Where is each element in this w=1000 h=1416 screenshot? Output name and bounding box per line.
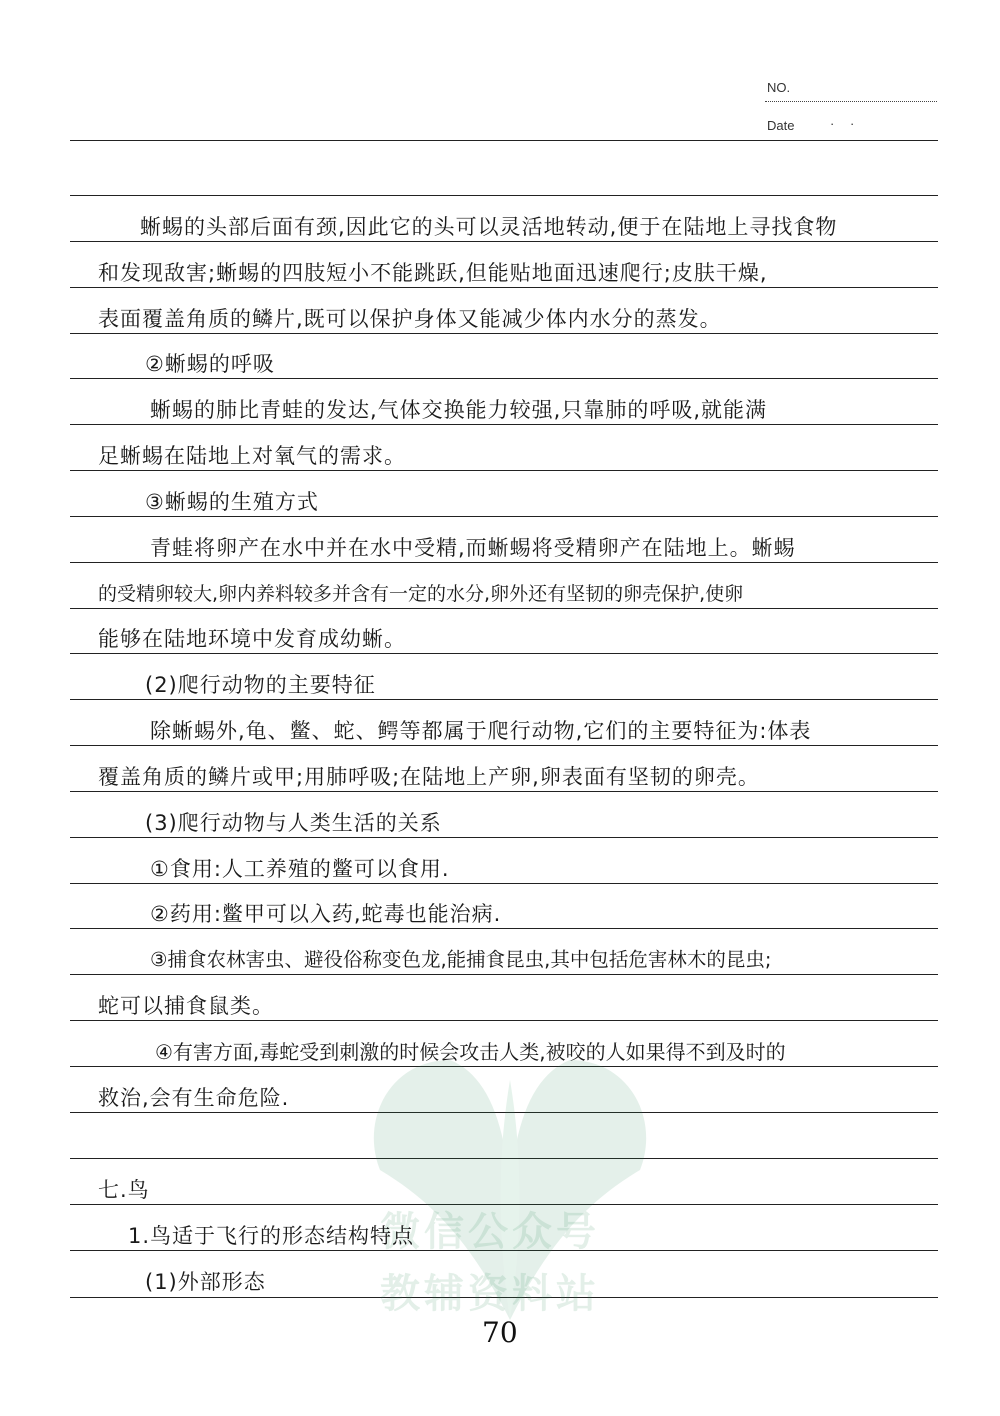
rule-line	[70, 195, 938, 196]
note-line: 蛇可以捕食鼠类。	[98, 994, 274, 1018]
rule-line	[70, 333, 938, 334]
note-line: (3)爬行动物与人类生活的关系	[145, 811, 442, 835]
page-number: 70	[482, 1316, 518, 1349]
rule-line	[70, 516, 938, 517]
note-line: 蜥蜴的肺比青蛙的发达,气体交换能力较强,只靠肺的呼吸,就能满	[150, 398, 768, 422]
note-line: 蜥蜴的头部后面有颈,因此它的头可以灵活地转动,便于在陆地上寻找食物	[140, 215, 838, 239]
subsection-heading: 1.鸟适于飞行的形态结构特点	[128, 1224, 415, 1248]
note-line: 足蜥蜴在陆地上对氧气的需求。	[98, 444, 406, 468]
rule-line	[70, 791, 938, 792]
rule-line	[70, 974, 938, 975]
rule-line	[70, 1158, 938, 1159]
rule-line	[70, 883, 938, 884]
note-line: 和发现敌害;蜥蜴的四肢短小不能跳跃,但能贴地面迅速爬行;皮肤干燥,	[98, 261, 768, 285]
rule-line	[70, 424, 938, 425]
note-line: ②蜥蜴的呼吸	[145, 352, 275, 376]
rule-line	[70, 745, 938, 746]
rule-line	[70, 1112, 938, 1113]
rule-line	[70, 470, 938, 471]
no-label: NO.	[767, 80, 791, 95]
note-line: ③蜥蜴的生殖方式	[145, 490, 319, 514]
note-line: 的受精卵较大,卵内养料较多并含有一定的水分,卵外还有坚韧的卵壳保护,使卵	[98, 583, 744, 605]
rule-line	[70, 287, 938, 288]
watermark-text-line1: 微信公众号	[380, 1209, 600, 1255]
note-line: 能够在陆地环境中发育成幼蜥。	[98, 627, 406, 651]
watermark-text-line2: 教辅资料站	[380, 1271, 600, 1317]
rule-line	[70, 378, 938, 379]
rule-line	[70, 1066, 938, 1067]
note-line: ④有害方面,毒蛇受到刺激的时候会攻击人类,被咬的人如果得不到及时的	[155, 1040, 786, 1064]
date-label: Date	[767, 118, 795, 133]
note-line: 除蜥蜴外,龟、鳖、蛇、鳄等都属于爬行动物,它们的主要特征为:体表	[150, 719, 812, 743]
note-line: 救治,会有生命危险.	[98, 1086, 290, 1110]
note-line: 青蛙将卵产在水中并在水中受精,而蜥蜴将受精卵产在陆地上。蜥蜴	[150, 536, 796, 560]
note-line: (2)爬行动物的主要特征	[145, 673, 376, 697]
rule-line	[70, 653, 938, 654]
no-field-line	[765, 101, 937, 102]
note-line: ②药用:鳖甲可以入药,蛇毒也能治病.	[150, 902, 502, 926]
rule-line	[70, 562, 938, 563]
section-heading: 七.鸟	[98, 1178, 150, 1202]
subsection-heading: (1)外部形态	[145, 1270, 266, 1294]
note-line: 表面覆盖角质的鳞片,既可以保护身体又能减少体内水分的蒸发。	[98, 307, 722, 331]
rule-line	[70, 608, 938, 609]
rule-line	[70, 1020, 938, 1021]
rule-line	[70, 699, 938, 700]
rule-line	[70, 837, 938, 838]
note-line: ③捕食农林害虫、避役俗称变色龙,能捕食昆虫,其中包括危害林木的昆虫;	[150, 948, 772, 971]
date-dots: · ·	[830, 116, 861, 131]
note-line: ①食用:人工养殖的鳖可以食用.	[150, 857, 450, 881]
rule-line	[70, 241, 938, 242]
rule-line	[70, 140, 938, 141]
rule-line	[70, 928, 938, 929]
note-line: 覆盖角质的鳞片或甲;用肺呼吸;在陆地上产卵,卵表面有坚韧的卵壳。	[98, 765, 760, 789]
